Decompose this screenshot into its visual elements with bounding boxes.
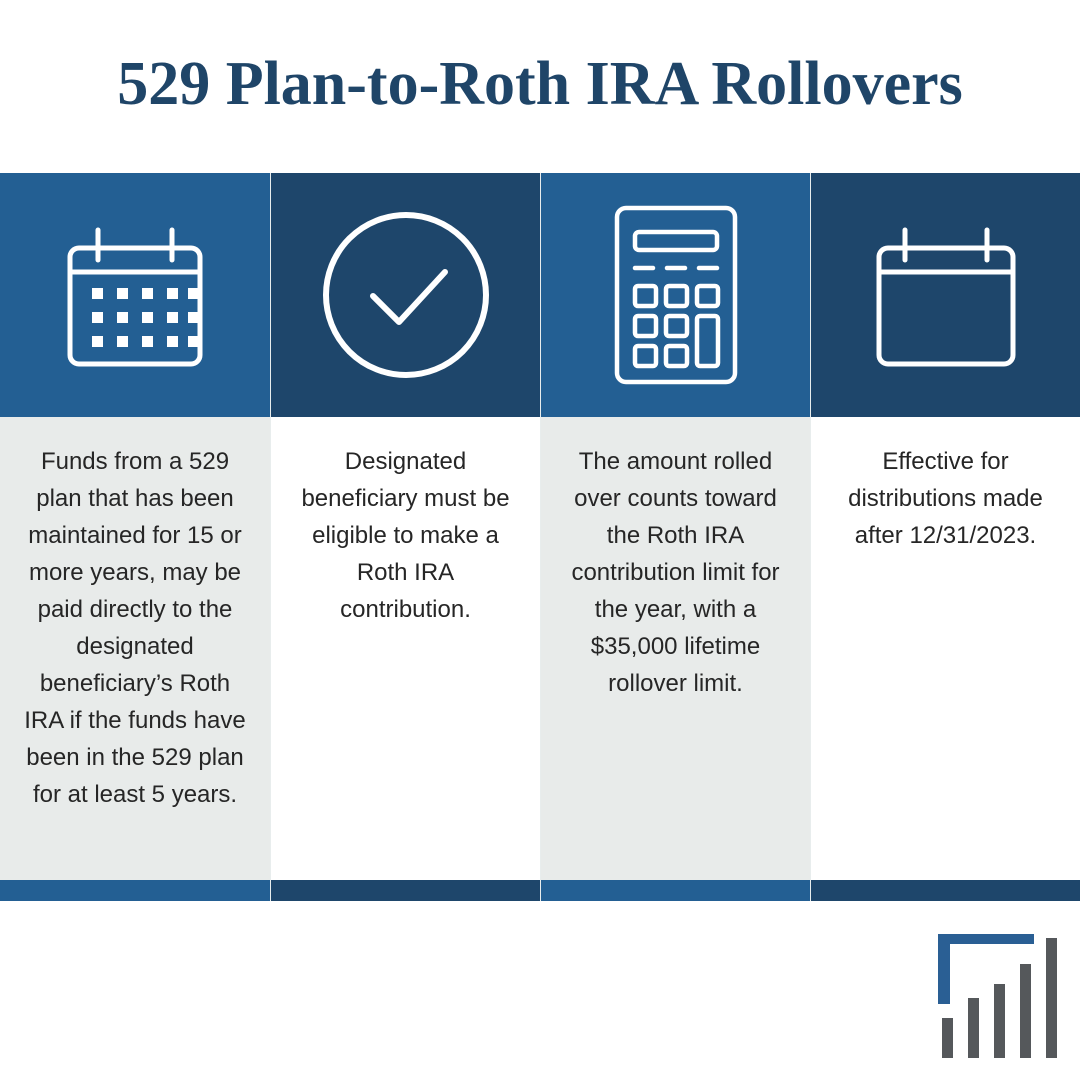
icon-panel: [811, 173, 1080, 417]
bottom-bar: [0, 880, 270, 901]
column-eligibility: [0, 173, 270, 901]
icon-panel: [271, 173, 540, 417]
column-text: Designated beneficiary must be eligible to make a Roth IRA contribution.: [271, 417, 540, 880]
calendar-grid-icon: [50, 210, 220, 380]
icon-panel: [0, 173, 270, 417]
bar-chart-logo-icon: [938, 934, 1064, 1058]
info-columns: [0, 173, 1080, 901]
check-circle-icon: [321, 210, 491, 380]
bottom-bar: [271, 880, 540, 901]
bottom-bar: [541, 880, 810, 901]
column-text: Effective for distributions made after 12/31/2023.: [811, 417, 1080, 880]
column-text: Funds from a 529 plan that has been maintained for 15 or more years, may be paid directly to the designated beneficiary’s Roth IRA if the funds have been in the 529 plan for at least 5 years.: [0, 417, 270, 880]
calculator-icon: [611, 202, 741, 388]
column-effective-date: [810, 173, 1080, 901]
column-text: The amount rolled over counts toward the Roth IRA contribution limit for the year, with a $35,000 lifetime rollover limit.: [541, 417, 810, 880]
page-title: 529 Plan-to-Roth IRA Rollovers: [117, 50, 963, 118]
column-limit: [540, 173, 810, 901]
calendar-blank-icon: [861, 210, 1031, 380]
bottom-bar: [811, 880, 1080, 901]
icon-panel: [541, 173, 810, 417]
column-beneficiary: [270, 173, 540, 901]
